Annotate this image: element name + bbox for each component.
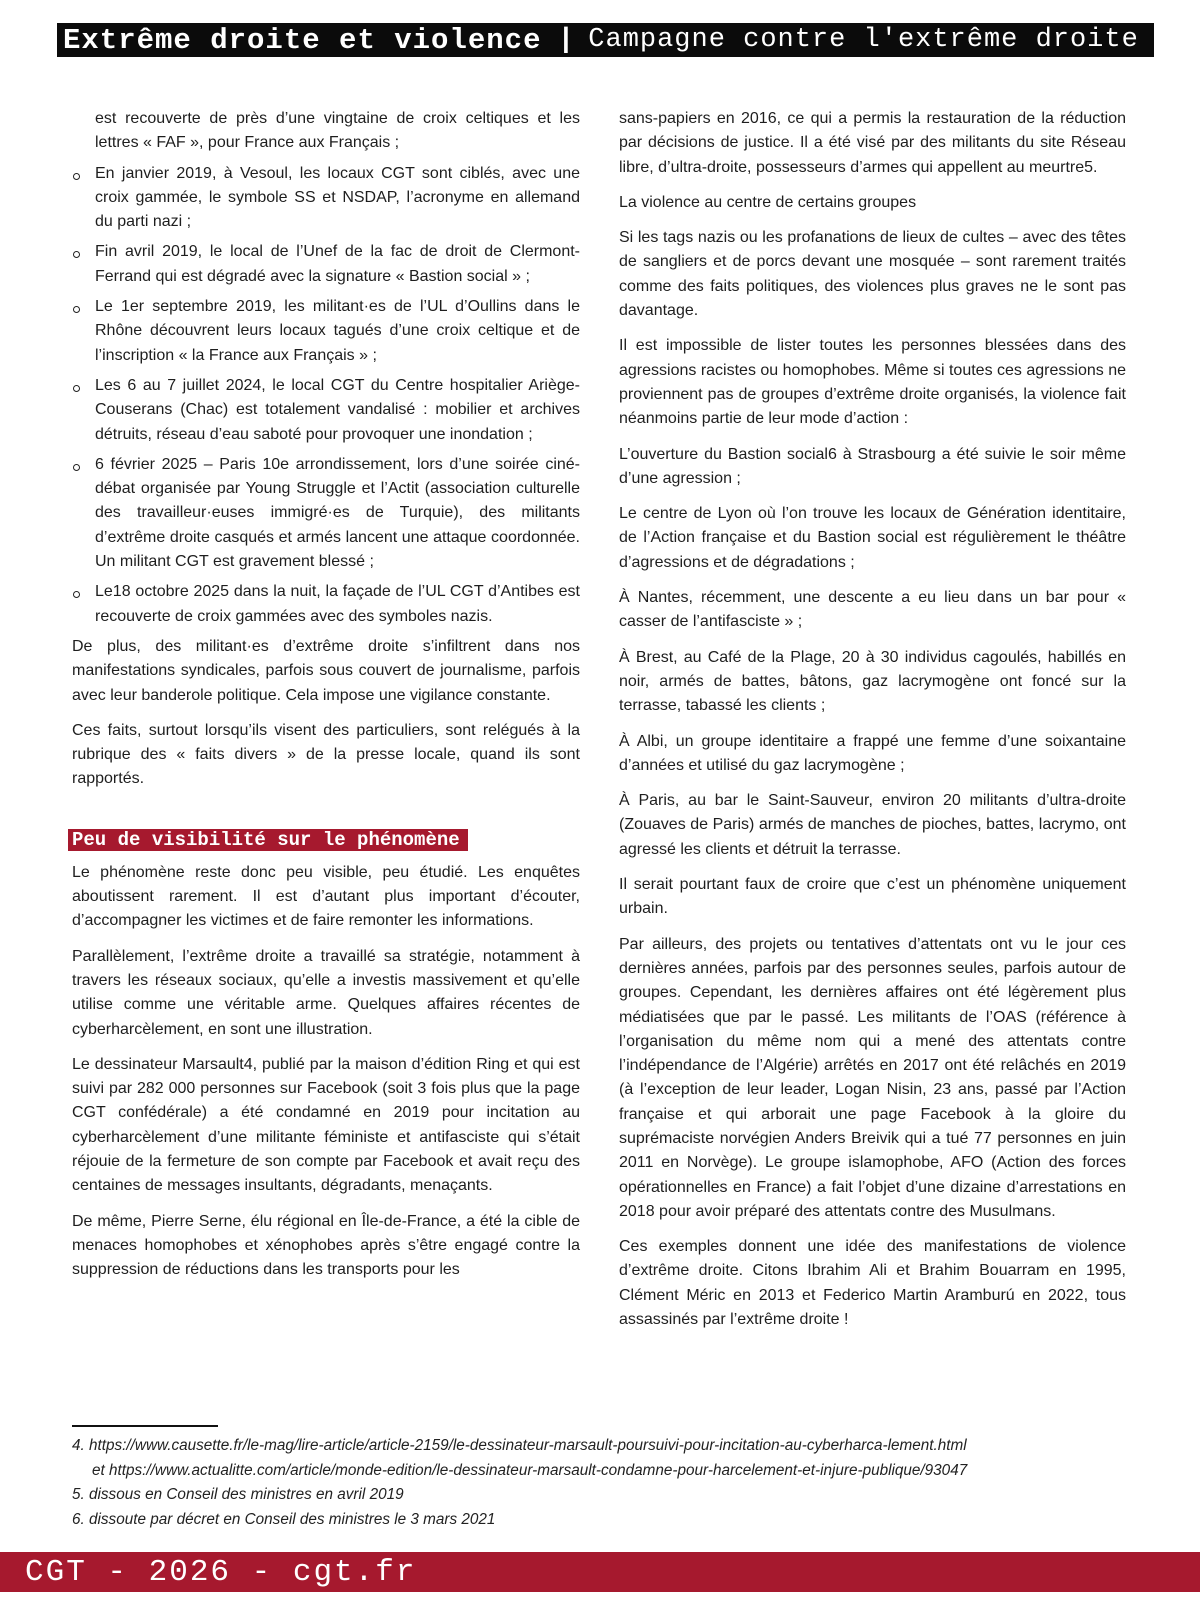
paragraph: La violence au centre de certains groupes	[619, 193, 917, 211]
section-heading: Peu de visibilité sur le phénomène	[68, 829, 468, 851]
list-item: 6 février 2025 – Paris 10e arrondissement, lors d’une soirée ciné-débat organisée par Young Struggle et l’Actit (association culturelle des travailleur·euses immigré·es de Turquie), des militants d’extrême droite casqués et armés lancent une attaque coordonnée. Un militant CGT est gravement blessé ;	[72, 453, 580, 574]
paragraph: Il serait pourtant faux de croire que c’est un phénomène uniquement urbain.	[619, 876, 1126, 918]
paragraph: Le centre de Lyon où l’on trouve les locaux de Génération identitaire, de l’Action française et du Bastion social est régulièrement le théâtre d’agressions et de dégradations ;	[619, 505, 1126, 571]
paragraph: À Albi, un groupe identitaire a frappé une femme d’une soixantaine d’années et utilisé du gaz lacrymogène ;	[619, 732, 1126, 774]
header-title: Extrême droite et violence	[63, 23, 542, 57]
header-banner	[57, 23, 1154, 57]
header-campaign: Campagne contre l'extrême droite	[588, 25, 1139, 55]
paragraph: À Nantes, récemment, une descente a eu lieu dans un bar pour « casser de l’antifasciste » ;	[619, 589, 1126, 631]
footnote-item: 4. https://www.causette.fr/le-mag/lire-article/article-2159/le-dessinateur-marsault-poursuivi-pour-incitation-au-cyberharca-lement.html	[72, 1437, 967, 1454]
footnote-divider	[72, 1425, 218, 1427]
paragraph: Si les tags nazis ou les profanations de lieux de cultes – avec des têtes de sangliers et de porcs devant une mosquée – sont rarement traités comme des faits politiques, des violences plus graves ne le sont pas davantage.	[619, 229, 1126, 320]
paragraph: Parallèlement, l’extrême droite a travaillé sa stratégie, notamment à travers les réseaux sociaux, qu’elle a investis massivement et qu’elle utilise comme une véritable arme. Quelques affaires récentes de cyberharcèlement, en sont une illustration.	[72, 947, 580, 1038]
paragraph: Il est impossible de lister toutes les personnes blessées dans des agressions racistes ou homophobes. Même si toutes ces agressions ne proviennent pas de groupes d’extrême droite organisés, la violence fait néanmoins partie de leur mode d’action :	[619, 337, 1126, 428]
right-column	[619, 107, 1126, 1343]
paragraph: À Brest, au Café de la Plage, 20 à 30 individus cagoulés, habillés en noir, armés de battes, bâtons, gaz lacrymogène ont foncé sur la terrasse, tabassé les clients ;	[619, 648, 1126, 715]
footnote-item: 6. dissoute par décret en Conseil des ministres le 3 mars 2021	[72, 1510, 496, 1528]
footnote-item: et https://www.actualitte.com/article/monde-edition/le-dessinateur-marsault-condamne-pour-harcelement-et-injure-publique/93047	[92, 1461, 968, 1479]
paragraph: Le dessinateur Marsault4, publié par la maison d’édition Ring et qui est suivi par 282 000 personnes sur Facebook (soit 3 fois plus que la page CGT confédérale) a été condamné en 2019 pour incitation au cyberharcèlement d’une militante féministe et antifasciste qui s’était réjouie de la fermeture de son compte par Facebook et avait reçu des centaines de messages insultants, dégradants, menaçants.	[72, 1055, 580, 1195]
footer-text: CGT - 2026 - cgt.fr	[25, 1554, 417, 1590]
paragraph: De plus, des militant·es d’extrême droite s’infiltrent dans nos manifestations syndicales, parfois sous couvert de journalisme, parfois avec leur banderole politique. Cela impose une vigilance constante.	[72, 637, 580, 704]
list-item: Le18 octobre 2025 dans la nuit, la façade de l’UL CGT d’Antibes est recouverte de croix gammées avec des symboles nazis.	[72, 580, 580, 629]
paragraph: Par ailleurs, des projets ou tentatives d’attentats ont vu le jour ces dernières années, parfois par des personnes seules, parfois autour de groupes. Cependant, les dernières affaires ont été légèrement plus médiatisées que par le passé. Les militants de l’OAS (référence à l’organisation du même nom qui a mené des attentats contre l’indépendance de l’Algérie) arrêtés en 2017 ont été relâchés en 2019 (à l’exception de leur leader, Logan Nisin, 23 ans, passé par l’Action française et qui arborait une page Facebook à la gloire du suprémaciste norvégien Anders Breivik qui a tué 77 personnes en juin 2011 en Norvège). Le groupe islamophobe, AFO (Action des forces opérationnelles en France) a fait l’objet d’une dizaine d’arrestations en 2018 pour avoir préparé des attentats contre des Musulmans.	[619, 935, 1126, 1220]
paragraph: Ces exemples donnent une idée des manifestations de violence d’extrême droite. Citons Ibrahim Ali et Brahim Bouarram en 1995, Clément Méric en 2013 et Federico Martin Aramburú en 2022, tous assassinés par l’extrême droite !	[619, 1238, 1126, 1329]
footnotes	[72, 1434, 1162, 1532]
incident-list	[72, 107, 580, 629]
list-item: En janvier 2019, à Vesoul, les locaux CGT sont ciblés, avec une croix gammée, le symbole SS et NSDAP, l’acronyme en allemand du parti nazi ;	[72, 162, 580, 235]
paragraph: De même, Pierre Serne, élu régional en Île-de-France, a été la cible de menaces homophobes et xénophobes après s’être engagé contre la suppression de réductions dans les transports pour les	[72, 1212, 580, 1279]
paragraph: L’ouverture du Bastion social6 à Strasbourg a été suivie le soir même d’une agression ;	[619, 445, 1126, 487]
list-item: Le 1er septembre 2019, les militant·es de l’UL d’Oullins dans le Rhône découvrent leurs locaux tagués d’une croix celtique et de l’inscription « la France aux Français » ;	[72, 295, 580, 368]
footer-banner	[0, 1552, 1200, 1592]
left-column	[72, 107, 580, 1293]
paragraph: sans-papiers en 2016, ce qui a permis la restauration de la réduction par décisions de justice. Il a été visé par des militants du site Réseau libre, d’ultra-droite, possesseurs d’armes qui appellent au meurtre5.	[619, 110, 1126, 176]
footnote-item: 5. dissous en Conseil des ministres en avril 2019	[72, 1486, 404, 1503]
paragraph: Le phénomène reste donc peu visible, peu étudié. Les enquêtes aboutissent rarement. Il est d’autant plus important d’écouter, d’accompagner les victimes et de faire remonter les informations.	[72, 863, 580, 930]
list-item-continuation: est recouverte de près d’une vingtaine de croix celtiques et les lettres « FAF », pour France aux Français ;	[95, 110, 580, 152]
paragraph: Ces faits, surtout lorsqu’ils visent des particuliers, sont relégués à la rubrique des « faits divers » de la presse locale, quand ils sont rapportés.	[72, 721, 580, 788]
header-separator: |	[557, 24, 575, 56]
list-item: Les 6 au 7 juillet 2024, le local CGT du Centre hospitalier Ariège-Couserans (Chac) est totalement vandalisé : mobilier et archives détruits, réseau d’eau saboté pour provoquer une inondation ;	[72, 374, 580, 447]
list-item: Fin avril 2019, le local de l’Unef de la fac de droit de Clermont-Ferrand qui est dégradé avec la signature « Bastion social » ;	[72, 240, 580, 289]
paragraph: À Paris, au bar le Saint-Sauveur, environ 20 militants d’ultra-droite (Zouaves de Paris) armés de manches de pioches, battes, lacrymo, ont agressé les clients et détruit la terrasse.	[619, 792, 1126, 858]
